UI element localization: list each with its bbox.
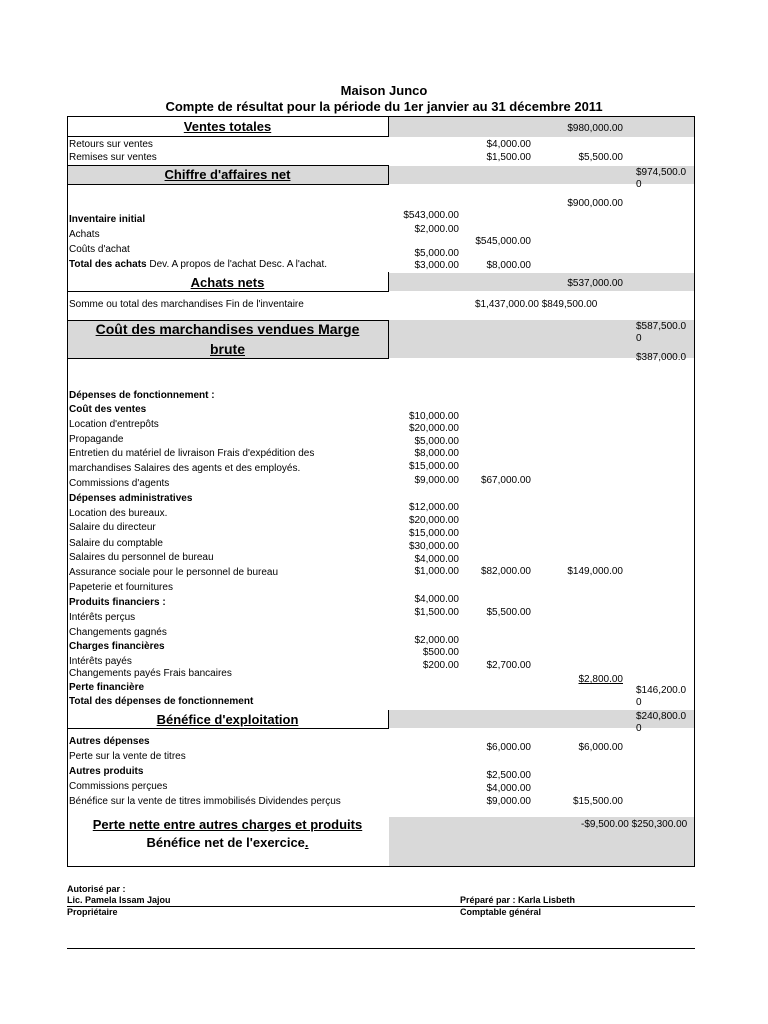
- rule: [67, 165, 389, 166]
- label-changements-payes: Changements payés Frais bancaires: [69, 668, 232, 679]
- value-o2500: $2,500.00: [486, 770, 531, 781]
- label-commissions-percues: Commissions perçues: [69, 781, 168, 792]
- value-c2700: $2,700.00: [486, 660, 531, 671]
- statement-title: Compte de résultat pour la période du 1er janvier au 31 décembre 2011: [165, 99, 603, 114]
- label-location-entrepots: Location d'entrepôts: [69, 419, 159, 430]
- label-entretien-1: Entretien du matériel de livraison Frais d'expédition des: [69, 448, 315, 459]
- label-achats: Achats: [69, 229, 100, 240]
- label-assurance-sociale: Assurance sociale pour le personnel de bureau: [69, 567, 279, 578]
- label-depenses-administratives: Dépenses administratives: [69, 493, 193, 504]
- value-900000: $900,000.00: [567, 198, 623, 209]
- rule: [388, 165, 389, 185]
- value-benefice-exploitation-cont: 0: [636, 723, 642, 734]
- value-e15000: $15,000.00: [408, 461, 459, 472]
- value-e67000: $67,000.00: [480, 475, 531, 486]
- value-e5000: $5,000.00: [414, 436, 459, 447]
- value-a15000: $15,000.00: [408, 528, 459, 539]
- label-couts-achat: Coûts d'achat: [69, 244, 130, 255]
- label-produits-financiers: Produits financiers :: [69, 597, 166, 608]
- total-achats-rest: Dev. A propos de l'achat Desc. A l'achat.: [146, 259, 328, 270]
- value-a4000: $4,000.00: [414, 554, 459, 565]
- label-propagande: Propagande: [69, 434, 124, 445]
- label-changements-gagnes: Changements gagnés: [69, 627, 167, 638]
- label-autres-depenses: Autres dépenses: [69, 736, 150, 747]
- rule: [388, 320, 389, 359]
- label-total-achats: [69, 259, 327, 270]
- value-e9000: $9,000.00: [414, 475, 459, 486]
- value-e8000: $8,000.00: [414, 448, 459, 459]
- value-o6000a: $6,000.00: [486, 742, 531, 753]
- company-name: Maison Junco: [340, 83, 428, 98]
- value-cout-marchandises-cont: 0: [636, 333, 642, 344]
- value-c200: $200.00: [422, 660, 459, 671]
- rule: [67, 948, 695, 949]
- value-somme-marchandises: $1,437,000.00 $849,500.00: [475, 299, 598, 310]
- rule: [67, 291, 389, 292]
- value-marge-brute: $387,000.0: [636, 352, 687, 363]
- value-retours: $4,000.00: [486, 139, 531, 150]
- value-cout-marchandises: $587,500.0: [636, 321, 687, 332]
- label-somme-marchandises: Somme ou total des marchandises Fin de l'inventaire: [69, 299, 304, 310]
- label-cout-ventes: Coût des ventes: [69, 404, 147, 415]
- value-c2000: $2,000.00: [414, 635, 459, 646]
- footer-role-comptable: Comptable général: [460, 907, 542, 917]
- section-benefice-exploitation: Bénéfice d'exploitation: [156, 712, 299, 727]
- value-remises: $1,500.00: [486, 152, 531, 163]
- value-achats: $2,000.00: [414, 224, 459, 235]
- label-charges-financieres: Charges financières: [69, 641, 165, 652]
- rule: [388, 116, 389, 137]
- footer-autorise: Autorisé par :: [67, 884, 126, 894]
- label-perte-financiere: Perte financière: [69, 682, 145, 693]
- label-commissions-agents: Commissions d'agents: [69, 478, 170, 489]
- label-interets-payes: Intérêts payés: [69, 656, 132, 667]
- label-depenses-fonctionnement: Dépenses de fonctionnement :: [69, 390, 215, 401]
- label-total-depenses: Total des dépenses de fonctionnement: [69, 696, 254, 707]
- label-retours: Retours sur ventes: [69, 139, 153, 150]
- value-inventaire-initial: $543,000.00: [403, 210, 459, 221]
- value-c2800: $2,800.00: [578, 674, 623, 685]
- value-a20000: $20,000.00: [408, 515, 459, 526]
- label-salaire-directeur: Salaire du directeur: [69, 522, 156, 533]
- label-salaire-comptable: Salaire du comptable: [69, 538, 163, 549]
- value-8000: $8,000.00: [486, 260, 531, 271]
- value-a1000: $1,000.00: [414, 566, 459, 577]
- footer-prepare: Préparé par : Karla Lisbeth: [460, 895, 576, 905]
- rule: [67, 358, 389, 359]
- value-achats-nets: $537,000.00: [567, 278, 623, 289]
- label-salaires-personnel: Salaires du personnel de bureau: [69, 552, 214, 563]
- value-c500: $500.00: [422, 647, 459, 658]
- value-a12000: $12,000.00: [408, 502, 459, 513]
- benefice-net-text: Bénéfice net de l'exercice: [146, 835, 305, 850]
- value-545000: $545,000.00: [475, 236, 531, 247]
- value-total-depenses-cont: 0: [636, 697, 642, 708]
- rule: [67, 906, 695, 907]
- label-interets-percus: Intérêts perçus: [69, 612, 136, 623]
- section-benefice-net: [67, 835, 388, 850]
- value-p5500: $5,500.00: [486, 607, 531, 618]
- value-o9000: $9,000.00: [486, 796, 531, 807]
- label-inventaire-initial: Inventaire initial: [69, 214, 146, 225]
- value-total-retours-remises: $5,500.00: [578, 152, 623, 163]
- rule: [67, 136, 389, 137]
- value-total-achats: $3,000.00: [414, 260, 459, 271]
- label-autres-produits: Autres produits: [69, 766, 144, 777]
- rule: [67, 728, 389, 729]
- benefice-net-dot: .: [304, 835, 309, 850]
- section-chiffre-affaires: Chiffre d'affaires net: [164, 167, 291, 182]
- value-p1500: $1,500.00: [414, 607, 459, 618]
- value-total-depenses: $146,200.0: [636, 685, 687, 696]
- label-perte-vente-titres: Perte sur la vente de titres: [69, 751, 186, 762]
- value-chiffre-affaires-cont: 0: [636, 179, 642, 190]
- total-achats-bold: Total des achats: [69, 259, 147, 270]
- value-o6000b: $6,000.00: [578, 742, 623, 753]
- section-cout-marchandises-line1: Coût des marchandises vendues Marge: [95, 321, 360, 337]
- value-a30000: $30,000.00: [408, 541, 459, 552]
- value-chiffre-affaires: $974,500.0: [636, 167, 687, 178]
- footer-nom: Lic. Pamela Issam Jajou: [67, 895, 171, 905]
- value-a149000: $149,000.00: [567, 566, 623, 577]
- value-p4000: $4,000.00: [414, 594, 459, 605]
- label-benefice-vente-titres: Bénéfice sur la vente de titres immobilisés Dividendes perçus: [69, 796, 341, 807]
- section-perte-nette: Perte nette entre autres charges et produits: [92, 817, 363, 832]
- rule: [388, 272, 389, 292]
- section-cout-marchandises-line2: brute: [210, 341, 245, 357]
- value-couts-achat: $5,000.00: [414, 248, 459, 259]
- section-achats-nets: Achats nets: [190, 275, 265, 290]
- section-ventes-totales: Ventes totales: [183, 119, 272, 134]
- footer-role-proprietaire: Propriétaire: [67, 907, 118, 917]
- rule: [388, 710, 389, 729]
- label-entretien-2: marchandises Salaires des agents et des employés.: [69, 463, 301, 474]
- rule: [67, 184, 389, 185]
- value-e20000: $20,000.00: [408, 423, 459, 434]
- value-e10000: $10,000.00: [408, 411, 459, 422]
- value-benefice-exploitation: $240,800.0: [636, 711, 687, 722]
- value-o4000: $4,000.00: [486, 783, 531, 794]
- value-final: -$9,500.00 $250,300.00: [581, 819, 688, 830]
- label-location-bureaux: Location des bureaux.: [69, 508, 168, 519]
- value-a82000: $82,000.00: [480, 566, 531, 577]
- value-o15500: $15,500.00: [572, 796, 623, 807]
- label-remises: Remises sur ventes: [69, 152, 157, 163]
- value-ventes-totales: $980,000.00: [567, 123, 623, 134]
- label-papeterie: Papeterie et fournitures: [69, 582, 173, 593]
